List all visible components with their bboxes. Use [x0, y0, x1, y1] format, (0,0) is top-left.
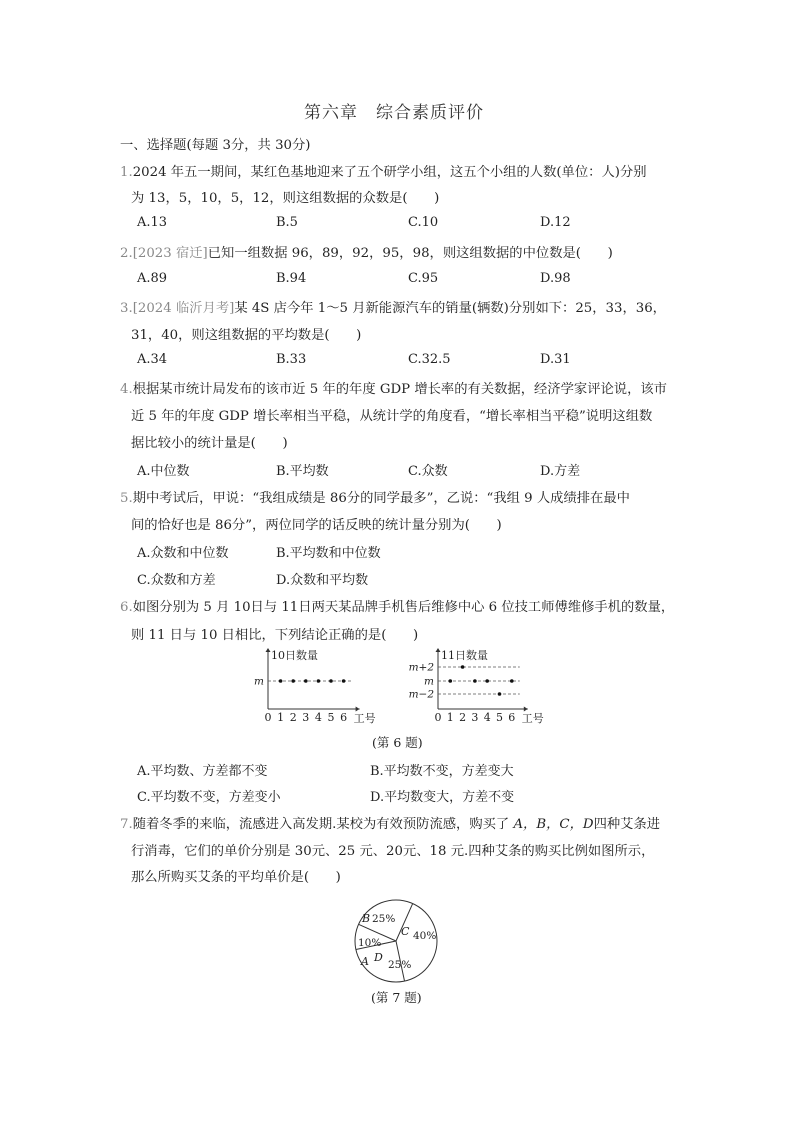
question-5-option-c: C.众数和方差 — [137, 573, 216, 588]
chart-11-point-3 — [473, 679, 477, 683]
question-6-text-1: 如图分别为 5 月 10日与 11日两天某品牌手机售后维修中心 6 位技工师傅维修手机的数量， — [132, 600, 675, 615]
pie-value-C: 40% — [413, 930, 437, 942]
question-1-text-1: 2024 年五一期间，某红色基地迎来了五个研学小组，这五个小组的人数(单位：人)分别 — [132, 165, 647, 180]
question-7-text-1c: 四种艾条进 — [593, 817, 661, 832]
chart-11-point-6 — [510, 679, 514, 683]
question-3-text-1: 某 4S 店今年 1～5 月新能源汽车的销量(辆数)分别如下：25，33，36， — [234, 301, 666, 316]
question-7-line-3: 那么所购买艾条的平均单价是( ) — [131, 870, 341, 885]
question-3-number: 3. — [120, 301, 133, 316]
question-5-line-1 — [120, 487, 630, 506]
pie-label-D: D — [374, 951, 383, 964]
chart-10-point-5 — [329, 679, 333, 683]
question-2-option-c: C.95 — [408, 271, 439, 286]
chart-11-point-4 — [485, 679, 489, 683]
question-3-option-b: B.33 — [276, 352, 307, 367]
question-6-line-2: 则 11 日与 10 日相比，下列结论正确的是( ) — [131, 628, 419, 643]
pie-label-A: A — [361, 955, 369, 968]
pie-label-C: C — [401, 925, 410, 938]
question-2-option-d: D.98 — [540, 271, 571, 286]
question-2-line-1 — [120, 242, 613, 261]
chart-10-x-tick-0: 0 — [264, 711, 272, 724]
question-6-option-c: C.平均数不变，方差变小 — [137, 790, 281, 805]
question-4-number: 4. — [120, 382, 133, 397]
question-3-source: [2024 临沂月考] — [132, 301, 235, 316]
question-7-number: 7. — [120, 817, 133, 832]
question-1-line-1 — [120, 161, 647, 180]
chart-10-x-arrow — [356, 707, 360, 712]
section-header: 一、选择题(每题 3分，共 30分) — [120, 138, 311, 153]
chart-10-point-3 — [304, 679, 308, 683]
question-6-option-a: A.平均数、方差都不变 — [137, 764, 268, 779]
question-1-line-2: 为 13，5，10，5，12，则这组数据的众数是( ) — [131, 191, 440, 206]
question-5-number: 5. — [120, 491, 133, 506]
question-6-option-b: B.平均数不变，方差变大 — [370, 764, 514, 779]
question-7-text-1b: A，B，C，D — [513, 817, 594, 832]
page-title: 第六章 综合素质评价 — [304, 103, 484, 123]
chart-11-y-tick-0: m−2 — [408, 688, 434, 701]
chart-10-point-2 — [291, 679, 295, 683]
pie-label-B: B — [362, 912, 371, 925]
chart-10-point-4 — [317, 679, 321, 683]
question-1-option-d: D.12 — [540, 215, 571, 230]
chart-10-y-arrow — [266, 648, 271, 652]
chart-11-x-tick-3: 3 — [471, 711, 479, 724]
question-1-option-a: A.13 — [137, 215, 168, 230]
question-4-option-b: B.平均数 — [276, 464, 329, 479]
question-5-option-b: B.平均数和中位数 — [276, 546, 381, 561]
chart-11-x-arrow — [524, 707, 528, 712]
question-3-option-c: C.32.5 — [408, 352, 451, 367]
chart-11-x-tick-4: 4 — [483, 711, 491, 724]
question-6-option-d: D.平均数变大，方差不变 — [370, 790, 515, 805]
question-4-option-d: D.方差 — [540, 464, 581, 479]
pie-chart — [348, 895, 448, 987]
question-4-text-1: 根据某市统计局发布的该市近 5 年的年度 GDP 增长率的有关数据，经济学家评论说，该市 — [132, 382, 667, 397]
chart-11-point-1 — [449, 679, 453, 683]
chart-11-title: 11日数量 — [441, 649, 488, 662]
chart-10-x-tick-2: 2 — [289, 711, 297, 724]
question-2-source: [2023 宿迁] — [132, 246, 208, 261]
chart-day-10 — [252, 646, 376, 725]
question-6-line-1 — [120, 596, 674, 615]
question-5-text-1: 期中考试后，甲说：“我组成绩是 86分的同学最多”，乙说：“我组 9 人成绩排在最中 — [132, 491, 630, 506]
question-7-text-1a: 随着冬季的来临，流感进入高发期.某校为有效预防流感，购买了 — [132, 817, 514, 832]
chart-day-11 — [394, 646, 544, 725]
question-4-line-3: 据比较小的统计量是( ) — [131, 436, 288, 451]
question-2-text-1: 已知一组数据 96，89，92，95，98，则这组数据的中位数是( ) — [207, 246, 613, 261]
question-4-line-1 — [120, 378, 667, 397]
chart-11-point-2 — [461, 665, 465, 669]
question-6-caption: (第 6 题) — [372, 735, 423, 750]
chart-10-x-tick-4: 4 — [314, 711, 322, 724]
question-5-option-d: D.众数和平均数 — [276, 573, 369, 588]
chart-10-point-1 — [279, 679, 283, 683]
chart-10-y-tick-0: m — [254, 675, 264, 688]
question-5-line-2: 间的恰好也是 86分”，两位同学的话反映的统计量分别为( ) — [131, 518, 502, 533]
question-1-option-b: B.5 — [276, 215, 298, 230]
question-4-line-2: 近 5 年的年度 GDP 增长率相当平稳，从统计学的角度看，“增长率相当平稳”说明这组数 — [131, 409, 653, 424]
chart-10-x-label: 工号 — [353, 712, 376, 725]
chart-10-x-tick-6: 6 — [340, 711, 348, 724]
question-7-line-1 — [120, 813, 660, 832]
pie-value-B: 25% — [372, 913, 396, 925]
chart-11-y-tick-2: m+2 — [408, 661, 434, 674]
question-1-option-c: C.10 — [408, 215, 439, 230]
question-3-option-a: A.34 — [137, 352, 168, 367]
question-1-number: 1. — [120, 165, 133, 180]
chart-11-x-label: 工号 — [521, 712, 544, 725]
chart-10-x-tick-1: 1 — [277, 711, 285, 724]
pie-value-D: 25% — [388, 959, 412, 971]
chart-11-x-tick-0: 0 — [434, 711, 442, 724]
chart-11-y-arrow — [436, 648, 441, 652]
question-7-line-2: 行消毒，它们的单价分别是 30元、25 元、20元、18 元.四种艾条的购买比例如图所示， — [131, 844, 655, 859]
chart-11-x-tick-6: 6 — [508, 711, 516, 724]
chart-10-point-6 — [342, 679, 346, 683]
question-6-number: 6. — [120, 600, 133, 615]
question-3-line-1 — [120, 297, 666, 316]
question-3-line-2: 31，40，则这组数据的平均数是( ) — [131, 328, 362, 343]
chart-11-point-5 — [498, 692, 502, 696]
question-2-number: 2. — [120, 246, 133, 261]
question-2-option-a: A.89 — [137, 271, 168, 286]
question-4-option-c: C.众数 — [408, 464, 448, 479]
chart-11-y-tick-1: m — [424, 675, 434, 688]
chart-11-x-tick-5: 5 — [496, 711, 503, 724]
chart-11-x-tick-2: 2 — [459, 711, 467, 724]
chart-10-x-tick-5: 5 — [327, 711, 335, 724]
question-4-option-a: A.中位数 — [137, 464, 190, 479]
question-2-option-b: B.94 — [276, 271, 307, 286]
question-5-option-a: A.众数和中位数 — [137, 546, 229, 561]
chart-10-x-tick-3: 3 — [302, 711, 310, 724]
chart-11-x-tick-1: 1 — [446, 711, 454, 724]
question-3-option-d: D.31 — [540, 352, 571, 367]
question-7-caption: (第 7 题) — [371, 990, 422, 1005]
pie-value-A: 10% — [358, 937, 382, 949]
chart-10-title: 10日数量 — [271, 649, 318, 662]
